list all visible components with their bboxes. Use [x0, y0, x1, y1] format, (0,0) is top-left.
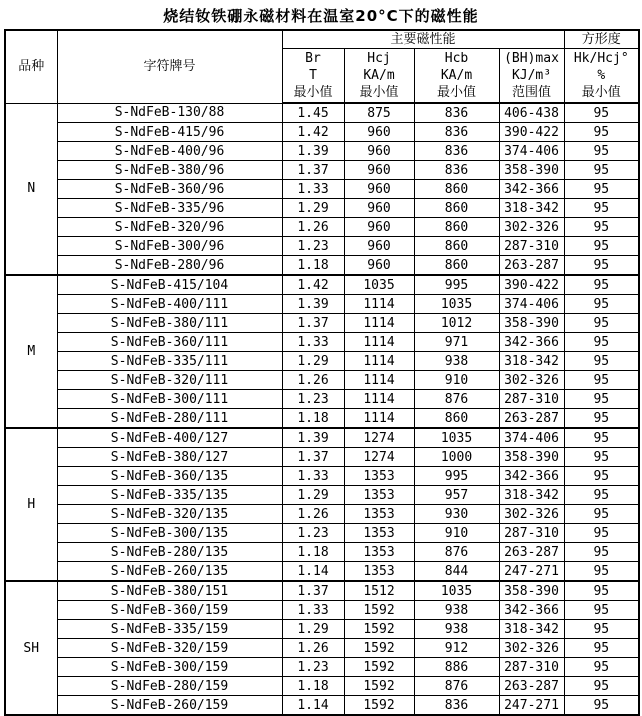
header-br: [282, 49, 344, 104]
hcj-cell: 960: [344, 142, 414, 161]
header-hkhcj: [564, 49, 639, 104]
bhmax-cell: 342-366: [499, 333, 564, 352]
br-cell: 1.29: [282, 352, 344, 371]
grade-cell: S-NdFeB-335/96: [57, 199, 282, 218]
hcb-cell: 1035: [414, 428, 499, 448]
br-cell: 1.18: [282, 409, 344, 429]
bhmax-cell: 302-326: [499, 505, 564, 524]
hcj-cell: 1353: [344, 467, 414, 486]
hcb-cell: 860: [414, 199, 499, 218]
hcb-cell: 995: [414, 275, 499, 295]
table-row: [5, 505, 639, 524]
hcb-cell: 1012: [414, 314, 499, 333]
grade-cell: S-NdFeB-260/159: [57, 696, 282, 716]
grade-cell: S-NdFeB-335/135: [57, 486, 282, 505]
hcb-cell: 876: [414, 677, 499, 696]
table-row: [5, 562, 639, 582]
squareness-cell: 95: [564, 371, 639, 390]
header-grade: 字符牌号: [57, 30, 282, 103]
squareness-cell: 95: [564, 256, 639, 276]
squareness-cell: 95: [564, 295, 639, 314]
hcj-cell: 1592: [344, 601, 414, 620]
hcj-cell: 960: [344, 180, 414, 199]
bhmax-cell: 342-366: [499, 601, 564, 620]
table-row: [5, 639, 639, 658]
header-row-top: [5, 30, 639, 49]
br-cell: 1.33: [282, 333, 344, 352]
br-cell: 1.42: [282, 275, 344, 295]
hcb-cell: 1035: [414, 581, 499, 601]
hcj-cell: 960: [344, 161, 414, 180]
header-bhmax-note: 范围值: [512, 85, 552, 100]
grade-cell: S-NdFeB-360/111: [57, 333, 282, 352]
br-cell: 1.23: [282, 237, 344, 256]
grade-cell: S-NdFeB-380/151: [57, 581, 282, 601]
header-hcj-unit: KA/m: [363, 68, 395, 83]
squareness-cell: 95: [564, 428, 639, 448]
hcb-cell: 995: [414, 467, 499, 486]
hcj-cell: 1592: [344, 620, 414, 639]
squareness-cell: 95: [564, 620, 639, 639]
bhmax-cell: 263-287: [499, 543, 564, 562]
magnet-properties-table: [4, 29, 640, 716]
hcb-cell: 1000: [414, 448, 499, 467]
hcj-cell: 1592: [344, 677, 414, 696]
hcj-cell: 875: [344, 103, 414, 123]
hcb-cell: 876: [414, 390, 499, 409]
table-row: [5, 275, 639, 295]
table-row: [5, 581, 639, 601]
grade-cell: S-NdFeB-320/111: [57, 371, 282, 390]
br-cell: 1.18: [282, 677, 344, 696]
header-squareness: 方形度: [564, 30, 639, 49]
hcb-cell: 971: [414, 333, 499, 352]
bhmax-cell: 342-366: [499, 467, 564, 486]
hcj-cell: 1114: [344, 295, 414, 314]
bhmax-cell: 342-366: [499, 180, 564, 199]
grade-cell: S-NdFeB-360/96: [57, 180, 282, 199]
squareness-cell: 95: [564, 199, 639, 218]
grade-cell: S-NdFeB-300/96: [57, 237, 282, 256]
br-cell: 1.14: [282, 696, 344, 716]
br-cell: 1.33: [282, 601, 344, 620]
hcb-cell: 910: [414, 524, 499, 543]
grade-cell: S-NdFeB-415/96: [57, 123, 282, 142]
bhmax-cell: 358-390: [499, 161, 564, 180]
squareness-cell: 95: [564, 180, 639, 199]
hcj-cell: 1114: [344, 371, 414, 390]
bhmax-cell: 318-342: [499, 486, 564, 505]
grade-cell: S-NdFeB-320/135: [57, 505, 282, 524]
hcb-cell: 957: [414, 486, 499, 505]
table-row: [5, 371, 639, 390]
br-cell: 1.26: [282, 371, 344, 390]
header-hkhcj-note: 最小值: [581, 85, 621, 100]
header-hkhcj-unit: %: [597, 68, 606, 83]
grade-cell: S-NdFeB-130/88: [57, 103, 282, 123]
header-bhmax: [499, 49, 564, 104]
hcb-cell: 860: [414, 180, 499, 199]
squareness-cell: 95: [564, 696, 639, 716]
br-cell: 1.33: [282, 180, 344, 199]
header-bhmax-unit: KJ/m³: [511, 68, 552, 83]
br-cell: 1.29: [282, 486, 344, 505]
hcj-cell: 1035: [344, 275, 414, 295]
br-cell: 1.26: [282, 505, 344, 524]
table-row: [5, 390, 639, 409]
hcb-cell: 886: [414, 658, 499, 677]
squareness-cell: 95: [564, 237, 639, 256]
table-row: [5, 696, 639, 716]
br-cell: 1.37: [282, 581, 344, 601]
species-cell: M: [5, 275, 57, 428]
grade-cell: S-NdFeB-400/96: [57, 142, 282, 161]
squareness-cell: 95: [564, 467, 639, 486]
br-cell: 1.45: [282, 103, 344, 123]
bhmax-cell: 263-287: [499, 677, 564, 696]
bhmax-cell: 318-342: [499, 620, 564, 639]
hcb-cell: 938: [414, 352, 499, 371]
grade-cell: S-NdFeB-280/96: [57, 256, 282, 276]
hcb-cell: 836: [414, 161, 499, 180]
header-hkhcj-symbol: Hk/Hcj°: [573, 51, 629, 66]
bhmax-cell: 287-310: [499, 237, 564, 256]
hcj-cell: 960: [344, 237, 414, 256]
br-cell: 1.37: [282, 314, 344, 333]
page-title: 烧结钕铁硼永磁材料在温室20°C下的磁性能: [163, 7, 479, 25]
squareness-cell: 95: [564, 352, 639, 371]
squareness-cell: 95: [564, 218, 639, 237]
hcb-cell: 1035: [414, 295, 499, 314]
squareness-cell: 95: [564, 409, 639, 429]
squareness-cell: 95: [564, 142, 639, 161]
squareness-cell: 95: [564, 275, 639, 295]
hcj-cell: 1114: [344, 390, 414, 409]
table-row: [5, 428, 639, 448]
br-cell: 1.26: [282, 639, 344, 658]
squareness-cell: 95: [564, 562, 639, 582]
bhmax-cell: 318-342: [499, 199, 564, 218]
bhmax-cell: 358-390: [499, 581, 564, 601]
table-row: [5, 524, 639, 543]
bhmax-cell: 374-406: [499, 428, 564, 448]
grade-cell: S-NdFeB-360/159: [57, 601, 282, 620]
grade-cell: S-NdFeB-415/104: [57, 275, 282, 295]
table-row: [5, 256, 639, 276]
header-br-unit: T: [309, 68, 317, 83]
bhmax-cell: 263-287: [499, 256, 564, 276]
hcj-cell: 960: [344, 199, 414, 218]
bhmax-cell: 358-390: [499, 448, 564, 467]
br-cell: 1.37: [282, 448, 344, 467]
bhmax-cell: 263-287: [499, 409, 564, 429]
hcb-cell: 930: [414, 505, 499, 524]
squareness-cell: 95: [564, 658, 639, 677]
br-cell: 1.14: [282, 562, 344, 582]
squareness-cell: 95: [564, 524, 639, 543]
br-cell: 1.39: [282, 295, 344, 314]
grade-cell: S-NdFeB-380/111: [57, 314, 282, 333]
hcj-cell: 1353: [344, 505, 414, 524]
grade-cell: S-NdFeB-280/159: [57, 677, 282, 696]
bhmax-cell: 247-271: [499, 696, 564, 716]
table-row: [5, 601, 639, 620]
hcj-cell: 1114: [344, 409, 414, 429]
hcj-cell: 960: [344, 218, 414, 237]
hcb-cell: 910: [414, 371, 499, 390]
header-hcb-symbol: Hcb: [444, 51, 469, 66]
species-cell: H: [5, 428, 57, 581]
table-row: [5, 180, 639, 199]
header-hcb: [414, 49, 499, 104]
hcj-cell: 1114: [344, 352, 414, 371]
hcb-cell: 860: [414, 237, 499, 256]
hcb-cell: 912: [414, 639, 499, 658]
table-row: [5, 352, 639, 371]
br-cell: 1.29: [282, 199, 344, 218]
table-row: [5, 103, 639, 123]
squareness-cell: 95: [564, 448, 639, 467]
hcj-cell: 1353: [344, 524, 414, 543]
header-main-properties: 主要磁性能: [282, 30, 564, 49]
header-hcj-note: 最小值: [359, 85, 399, 100]
hcb-cell: 844: [414, 562, 499, 582]
br-cell: 1.23: [282, 524, 344, 543]
table-row: [5, 161, 639, 180]
table-row: [5, 237, 639, 256]
hcb-cell: 876: [414, 543, 499, 562]
table-row: [5, 486, 639, 505]
br-cell: 1.23: [282, 390, 344, 409]
br-cell: 1.18: [282, 543, 344, 562]
grade-cell: S-NdFeB-320/96: [57, 218, 282, 237]
grade-cell: S-NdFeB-280/111: [57, 409, 282, 429]
br-cell: 1.23: [282, 658, 344, 677]
header-hcj-symbol: Hcj: [367, 51, 391, 66]
table-row: [5, 677, 639, 696]
header-br-symbol: Br: [305, 51, 321, 66]
hcj-cell: 1353: [344, 543, 414, 562]
hcj-cell: 1512: [344, 581, 414, 601]
bhmax-cell: 374-406: [499, 142, 564, 161]
bhmax-cell: 302-326: [499, 639, 564, 658]
grade-cell: S-NdFeB-400/111: [57, 295, 282, 314]
table-row: [5, 295, 639, 314]
hcb-cell: 860: [414, 409, 499, 429]
br-cell: 1.29: [282, 620, 344, 639]
species-cell: SH: [5, 581, 57, 715]
squareness-cell: 95: [564, 543, 639, 562]
hcj-cell: 1353: [344, 486, 414, 505]
hcb-cell: 860: [414, 256, 499, 276]
bhmax-cell: 390-422: [499, 123, 564, 142]
squareness-cell: 95: [564, 677, 639, 696]
grade-cell: S-NdFeB-300/111: [57, 390, 282, 409]
grade-cell: S-NdFeB-360/135: [57, 467, 282, 486]
hcb-cell: 836: [414, 142, 499, 161]
squareness-cell: 95: [564, 333, 639, 352]
squareness-cell: 95: [564, 103, 639, 123]
hcj-cell: 1114: [344, 314, 414, 333]
br-cell: 1.26: [282, 218, 344, 237]
hcj-cell: 1592: [344, 658, 414, 677]
hcb-cell: 836: [414, 696, 499, 716]
table-row: [5, 620, 639, 639]
header-hcb-unit: KA/m: [440, 68, 473, 83]
hcb-cell: 938: [414, 620, 499, 639]
bhmax-cell: 247-271: [499, 562, 564, 582]
table-row: [5, 543, 639, 562]
grade-cell: S-NdFeB-300/159: [57, 658, 282, 677]
br-cell: 1.42: [282, 123, 344, 142]
grade-cell: S-NdFeB-380/96: [57, 161, 282, 180]
hcj-cell: 1592: [344, 639, 414, 658]
squareness-cell: 95: [564, 581, 639, 601]
squareness-cell: 95: [564, 505, 639, 524]
grade-cell: S-NdFeB-320/159: [57, 639, 282, 658]
bhmax-cell: 287-310: [499, 524, 564, 543]
bhmax-cell: 302-326: [499, 371, 564, 390]
grade-cell: S-NdFeB-300/135: [57, 524, 282, 543]
header-species: 品种: [5, 30, 57, 103]
br-cell: 1.39: [282, 142, 344, 161]
hcb-cell: 836: [414, 103, 499, 123]
table-row: [5, 142, 639, 161]
grade-cell: S-NdFeB-400/127: [57, 428, 282, 448]
squareness-cell: 95: [564, 601, 639, 620]
table-row: [5, 199, 639, 218]
br-cell: 1.33: [282, 467, 344, 486]
header-bhmax-symbol: (BH)max: [504, 51, 559, 66]
table-body: [5, 103, 639, 715]
hcj-cell: 960: [344, 123, 414, 142]
grade-cell: S-NdFeB-260/135: [57, 562, 282, 582]
hcj-cell: 1114: [344, 333, 414, 352]
hcj-cell: 1353: [344, 562, 414, 582]
table-header: [5, 30, 639, 103]
table-row: [5, 409, 639, 429]
table-row: [5, 333, 639, 352]
table-row: [5, 123, 639, 142]
hcb-cell: 860: [414, 218, 499, 237]
grade-cell: S-NdFeB-280/135: [57, 543, 282, 562]
bhmax-cell: 406-438: [499, 103, 564, 123]
bhmax-cell: 287-310: [499, 658, 564, 677]
hcb-cell: 836: [414, 123, 499, 142]
hcj-cell: 1592: [344, 696, 414, 716]
table-row: [5, 314, 639, 333]
grade-cell: S-NdFeB-380/127: [57, 448, 282, 467]
hcj-cell: 1274: [344, 448, 414, 467]
bhmax-cell: 287-310: [499, 390, 564, 409]
table-row: [5, 658, 639, 677]
squareness-cell: 95: [564, 314, 639, 333]
bhmax-cell: 374-406: [499, 295, 564, 314]
grade-cell: S-NdFeB-335/159: [57, 620, 282, 639]
grade-cell: S-NdFeB-335/111: [57, 352, 282, 371]
br-cell: 1.39: [282, 428, 344, 448]
table-row: [5, 467, 639, 486]
header-hcj: [344, 49, 414, 104]
squareness-cell: 95: [564, 486, 639, 505]
bhmax-cell: 390-422: [499, 275, 564, 295]
squareness-cell: 95: [564, 123, 639, 142]
squareness-cell: 95: [564, 390, 639, 409]
hcj-cell: 1274: [344, 428, 414, 448]
species-cell: N: [5, 103, 57, 275]
table-row: [5, 448, 639, 467]
br-cell: 1.37: [282, 161, 344, 180]
hcj-cell: 960: [344, 256, 414, 276]
br-cell: 1.18: [282, 256, 344, 276]
squareness-cell: 95: [564, 161, 639, 180]
bhmax-cell: 302-326: [499, 218, 564, 237]
table-row: [5, 218, 639, 237]
bhmax-cell: 318-342: [499, 352, 564, 371]
squareness-cell: 95: [564, 639, 639, 658]
header-hcb-note: 最小值: [436, 85, 476, 100]
header-br-note: 最小值: [293, 85, 333, 100]
hcb-cell: 938: [414, 601, 499, 620]
bhmax-cell: 358-390: [499, 314, 564, 333]
